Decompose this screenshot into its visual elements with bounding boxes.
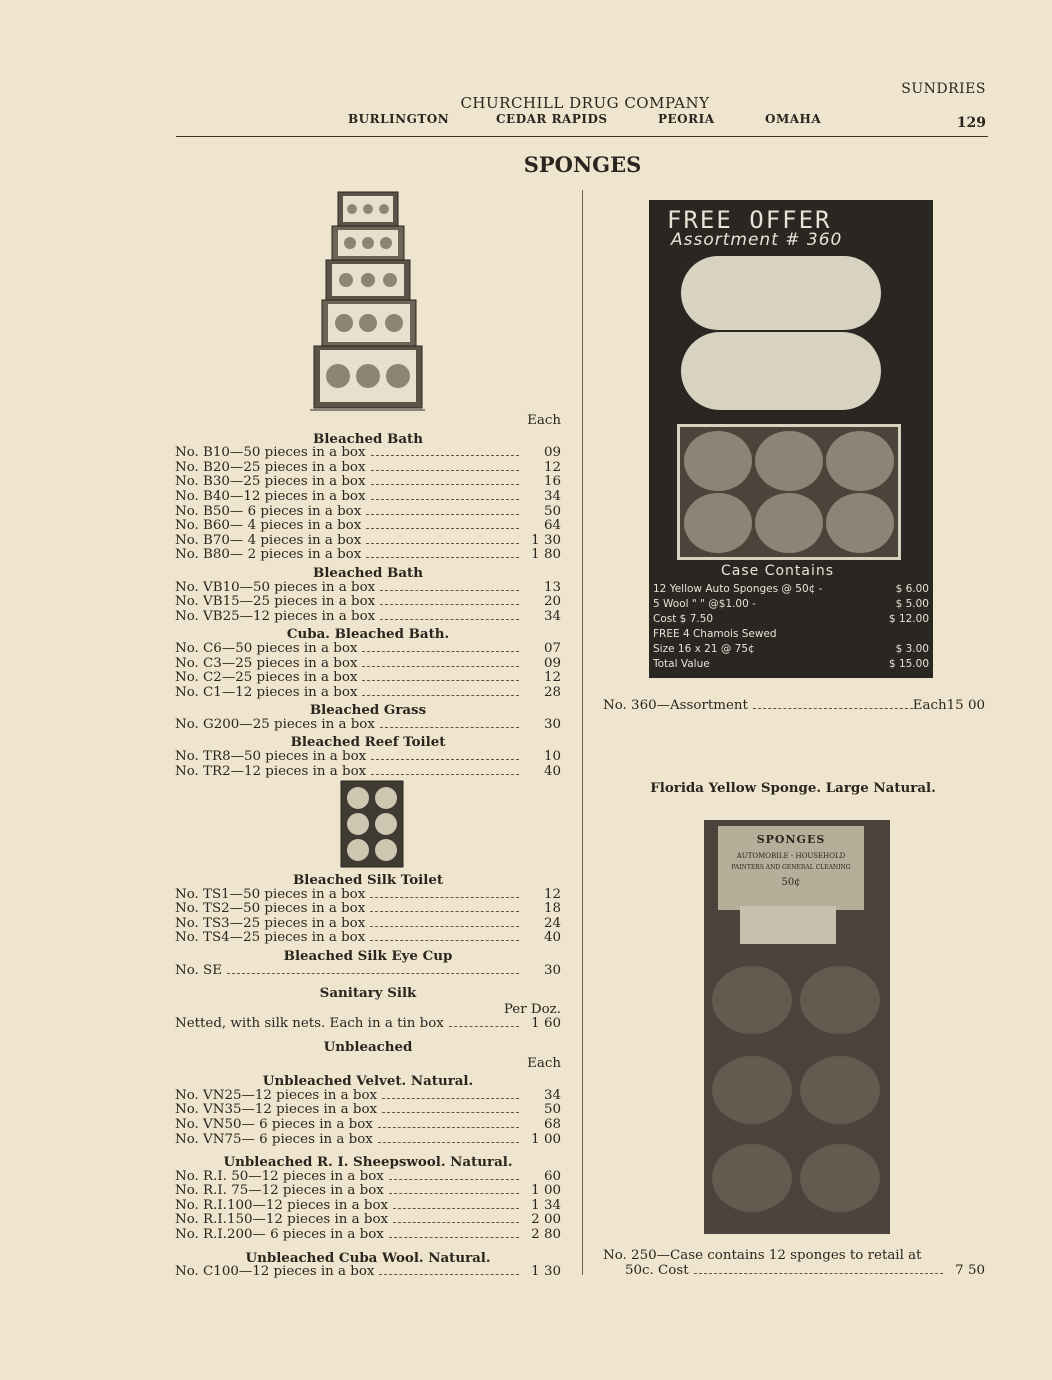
leader-dots xyxy=(366,514,519,515)
price-row xyxy=(175,461,561,476)
item-price: 1 30 xyxy=(531,532,561,548)
offer-line-text: Size 16 x 21 @ 75¢ xyxy=(653,643,755,655)
item-price: 1 60 xyxy=(531,1016,561,1032)
item-label: No. VN50— 6 pieces in a box xyxy=(175,1116,373,1132)
unit-each: Each xyxy=(527,413,561,428)
price-row xyxy=(175,686,561,701)
unit-per-doz: Per Doz. xyxy=(503,1001,561,1017)
case-250-line1: No. 250—Case contains 12 sponges to retail at xyxy=(603,1248,922,1263)
item-price: 16 xyxy=(543,474,561,490)
item-label: No. G200—25 pieces in a box xyxy=(175,716,375,732)
item-label: No. B40—12 pieces in a box xyxy=(175,488,366,504)
price-row xyxy=(175,718,561,733)
sanitary-heading: Sanitary Silk xyxy=(319,985,417,1002)
offer-line-text: FREE 4 Chamois Sewed xyxy=(653,628,777,640)
case-label-price: 50¢ xyxy=(781,877,801,888)
offer-line-amount: $ 3.00 xyxy=(895,643,929,655)
case-lid-label xyxy=(718,826,864,910)
price-row xyxy=(175,490,561,505)
leader-dots xyxy=(366,528,519,529)
offer-lines xyxy=(653,582,929,672)
assortment-suffix: Each xyxy=(912,698,947,713)
case-label-title: SPONGES xyxy=(756,833,826,846)
item-label: No. VN35—12 pieces in a box xyxy=(175,1102,378,1118)
item-price: 09 xyxy=(543,445,561,461)
item-label: No. B80— 2 pieces in a box xyxy=(175,547,362,563)
chamois-top xyxy=(681,256,881,330)
item-label: No. TS1—50 pieces in a box xyxy=(175,886,366,902)
price-row xyxy=(175,1103,561,1118)
item-price: 50 xyxy=(543,1102,561,1118)
price-list-bottom xyxy=(175,870,561,1280)
leader-dots xyxy=(753,708,913,709)
sponge-tray xyxy=(677,424,901,560)
item-label: No. R.I. 75—12 pieces in a box xyxy=(175,1183,384,1199)
price-row xyxy=(175,888,561,903)
price-row xyxy=(175,671,561,686)
leader-dots xyxy=(694,1273,943,1274)
silk-toilet-sponges-box-image xyxy=(340,780,404,868)
price-row xyxy=(175,1184,561,1199)
chamois-bottom xyxy=(681,332,881,410)
item-price: 34 xyxy=(543,488,561,504)
page-number: 129 xyxy=(956,115,986,131)
item-price: 2 00 xyxy=(531,1212,561,1228)
item-price: 28 xyxy=(543,684,561,700)
item-label: No. B20—25 pieces in a box xyxy=(175,459,366,475)
price-row xyxy=(175,534,561,549)
item-label: No. TR2—12 pieces in a box xyxy=(175,763,367,779)
item-price: 2 80 xyxy=(531,1227,561,1243)
item-price: 64 xyxy=(543,518,561,534)
item-label: No. R.I.100—12 pieces in a box xyxy=(175,1197,389,1213)
leader-dots xyxy=(366,543,519,544)
leader-dots xyxy=(393,1208,519,1209)
item-price: 1 80 xyxy=(531,547,561,563)
free-offer-heading: FREE OFFER xyxy=(667,206,832,234)
leader-dots xyxy=(380,604,519,605)
item-label: No. B30—25 pieces in a box xyxy=(175,474,366,490)
group-heading: Bleached Silk Eye Cup xyxy=(283,947,453,964)
price-row xyxy=(175,1017,561,1032)
leader-dots xyxy=(382,1098,519,1099)
assortment-heading: Assortment # 360 xyxy=(671,230,843,250)
item-label: No. R.I.150—12 pieces in a box xyxy=(175,1212,389,1228)
leader-dots xyxy=(362,695,519,696)
offer-line xyxy=(653,582,929,597)
assortment-row xyxy=(603,698,985,713)
city-omaha: OMAHA xyxy=(765,112,822,126)
price-row xyxy=(175,1199,561,1214)
price-row xyxy=(175,902,561,917)
unit-each: Each xyxy=(527,1055,561,1071)
leader-dots xyxy=(380,727,519,728)
price-row xyxy=(175,657,561,672)
item-label: No. VB10—50 pieces in a box xyxy=(175,579,376,595)
offer-line-text: 12 Yellow Auto Sponges @ 50¢ - xyxy=(653,583,823,595)
item-label: No. R.I. 50—12 pieces in a box xyxy=(175,1168,384,1184)
leader-dots xyxy=(362,666,519,667)
item-price: 40 xyxy=(543,930,561,946)
item-price: 34 xyxy=(543,1087,561,1103)
leader-dots xyxy=(382,1112,519,1113)
leader-dots xyxy=(378,1127,519,1128)
offer-line xyxy=(653,597,929,612)
item-price: 20 xyxy=(543,594,561,610)
item-price: 1 34 xyxy=(531,1197,561,1213)
item-price: 10 xyxy=(543,749,561,765)
price-row xyxy=(175,1265,561,1280)
case-label-sub2: PAINTERS AND GENERAL CLEANING xyxy=(731,864,851,871)
item-label: No. VN75— 6 pieces in a box xyxy=(175,1131,373,1147)
item-price: 13 xyxy=(543,579,561,595)
group-heading: Unbleached Velvet. Natural. xyxy=(262,1073,474,1090)
item-label: Netted, with silk nets. Each in a tin box xyxy=(175,1016,444,1032)
offer-line xyxy=(653,627,929,642)
assortment-price: 15 00 xyxy=(946,698,985,713)
offer-line-text: Total Value xyxy=(653,658,710,670)
offer-line xyxy=(653,657,929,672)
price-row xyxy=(175,1170,561,1185)
leader-dots xyxy=(366,557,519,558)
group-heading: Bleached Reef Toilet xyxy=(290,734,446,751)
leader-dots xyxy=(371,455,519,456)
case-250-line2: 50c. Cost xyxy=(625,1263,689,1278)
item-price: 34 xyxy=(543,608,561,624)
item-price: 50 xyxy=(543,503,561,519)
price-row xyxy=(175,642,561,657)
item-label: No. C6—50 pieces in a box xyxy=(175,640,358,656)
leader-dots xyxy=(371,499,519,500)
leader-dots xyxy=(371,484,519,485)
price-row xyxy=(175,610,561,625)
price-row xyxy=(175,964,561,979)
leader-dots xyxy=(371,774,519,775)
price-row xyxy=(175,1133,561,1148)
item-price: 40 xyxy=(543,763,561,779)
leader-dots xyxy=(378,1142,519,1143)
item-label: No. TS2—50 pieces in a box xyxy=(175,901,366,917)
price-row xyxy=(175,581,561,596)
item-label: No. SE xyxy=(175,962,223,978)
city-cedar-rapids: CEDAR RAPIDS xyxy=(496,112,608,126)
leader-dots xyxy=(362,651,519,652)
leader-dots xyxy=(393,1222,519,1223)
price-row xyxy=(175,931,561,946)
offer-line-amount: $ 12.00 xyxy=(888,613,929,625)
stacked-sponge-boxes-illustration xyxy=(310,190,425,414)
city-burlington: BURLINGTON xyxy=(348,112,450,126)
leader-dots xyxy=(389,1179,519,1180)
leader-dots xyxy=(370,940,519,941)
case-inner-card xyxy=(740,906,836,944)
item-label: No. B50— 6 pieces in a box xyxy=(175,503,362,519)
price-row xyxy=(175,519,561,534)
offer-line xyxy=(653,612,929,627)
leader-dots xyxy=(371,759,519,760)
item-label: No. B60— 4 pieces in a box xyxy=(175,518,362,534)
case-contains-heading: Case Contains xyxy=(721,563,835,579)
item-price: 60 xyxy=(543,1168,561,1184)
price-row xyxy=(175,446,561,461)
assortment-label: No. 360—Assortment xyxy=(603,698,748,713)
item-price: 09 xyxy=(543,655,561,671)
item-label: No. R.I.200— 6 pieces in a box xyxy=(175,1227,384,1243)
section-heading: SUNDRIES xyxy=(901,81,986,97)
item-label: No. B10—50 pieces in a box xyxy=(175,445,366,461)
case-250-price: 7 50 xyxy=(955,1263,985,1278)
leader-dots xyxy=(227,973,519,974)
price-row xyxy=(175,917,561,932)
leader-dots xyxy=(380,619,519,620)
group-heading: Bleached Grass xyxy=(309,702,427,719)
item-label: No. VN25—12 pieces in a box xyxy=(175,1087,378,1103)
item-label: No. TR8—50 pieces in a box xyxy=(175,749,367,765)
item-price: 1 00 xyxy=(531,1131,561,1147)
item-label: No. TS3—25 pieces in a box xyxy=(175,915,366,931)
item-label: No. C100—12 pieces in a box xyxy=(175,1264,375,1280)
item-price: 30 xyxy=(543,962,561,978)
price-row xyxy=(175,475,561,490)
leader-dots xyxy=(389,1193,519,1194)
offer-line-text: Cost $ 7.50 xyxy=(653,613,714,625)
offer-line-amount: $ 6.00 xyxy=(895,583,929,595)
price-row xyxy=(175,548,561,563)
leader-dots xyxy=(449,1026,519,1027)
item-label: No. C2—25 pieces in a box xyxy=(175,670,358,686)
item-label: No. VB15—25 pieces in a box xyxy=(175,594,376,610)
price-row xyxy=(175,505,561,520)
item-price: 18 xyxy=(543,901,561,917)
page-title: SPONGES xyxy=(523,152,642,177)
city-peoria: PEORIA xyxy=(658,112,715,126)
item-price: 12 xyxy=(543,459,561,475)
item-price: 24 xyxy=(543,915,561,931)
leader-dots xyxy=(370,926,519,927)
group-heading: Bleached Silk Toilet xyxy=(292,872,444,888)
offer-line-text: 5 Wool " " @$1.00 - xyxy=(653,598,756,610)
group-heading: Bleached Bath xyxy=(313,430,423,447)
price-list-top xyxy=(175,412,561,779)
case-label-sub1: AUTOMOBILE - HOUSEHOLD xyxy=(736,852,846,860)
price-row xyxy=(175,1118,561,1133)
leader-dots xyxy=(379,1274,519,1275)
price-row xyxy=(175,1228,561,1243)
leader-dots xyxy=(362,680,519,681)
price-row xyxy=(175,765,561,780)
florida-sponge-heading: Florida Yellow Sponge. Large Natural. xyxy=(650,780,936,796)
item-label: No. VB25—12 pieces in a box xyxy=(175,608,376,624)
price-row xyxy=(175,750,561,765)
item-label: No. TS4—25 pieces in a box xyxy=(175,930,366,946)
column-divider xyxy=(582,190,583,1275)
leader-dots xyxy=(380,590,519,591)
company-name: CHURCHILL DRUG COMPANY xyxy=(460,94,710,112)
offer-line-amount: $ 15.00 xyxy=(888,658,929,670)
case-250-entry xyxy=(603,1248,985,1278)
item-price: 07 xyxy=(543,640,561,656)
offer-line xyxy=(653,642,929,657)
unbleached-heading: Unbleached xyxy=(323,1038,413,1055)
leader-dots xyxy=(370,897,519,898)
florida-sponge-case-image xyxy=(704,820,890,1234)
price-row xyxy=(175,1089,561,1104)
item-label: No. B70— 4 pieces in a box xyxy=(175,532,362,548)
offer-line-amount: $ 5.00 xyxy=(895,598,929,610)
item-label: No. C1—12 pieces in a box xyxy=(175,684,358,700)
item-price: 12 xyxy=(543,886,561,902)
price-row xyxy=(175,595,561,610)
group-heading: Unbleached R. I. Sheepswool. Natural. xyxy=(223,1154,513,1171)
item-label: No. C3—25 pieces in a box xyxy=(175,655,358,671)
group-heading: Bleached Bath xyxy=(313,564,423,581)
price-row xyxy=(175,1213,561,1228)
free-offer-assortment-image xyxy=(649,200,933,678)
leader-dots xyxy=(389,1237,519,1238)
leader-dots xyxy=(371,470,519,471)
item-price: 1 30 xyxy=(531,1264,561,1280)
leader-dots xyxy=(370,911,519,912)
group-heading: Unbleached Cuba Wool. Natural. xyxy=(245,1249,491,1266)
item-price: 68 xyxy=(543,1116,561,1132)
item-price: 12 xyxy=(543,670,561,686)
header-rule xyxy=(176,136,988,137)
item-price: 1 00 xyxy=(531,1183,561,1199)
item-price: 30 xyxy=(543,716,561,732)
group-heading: Cuba. Bleached Bath. xyxy=(286,626,450,643)
